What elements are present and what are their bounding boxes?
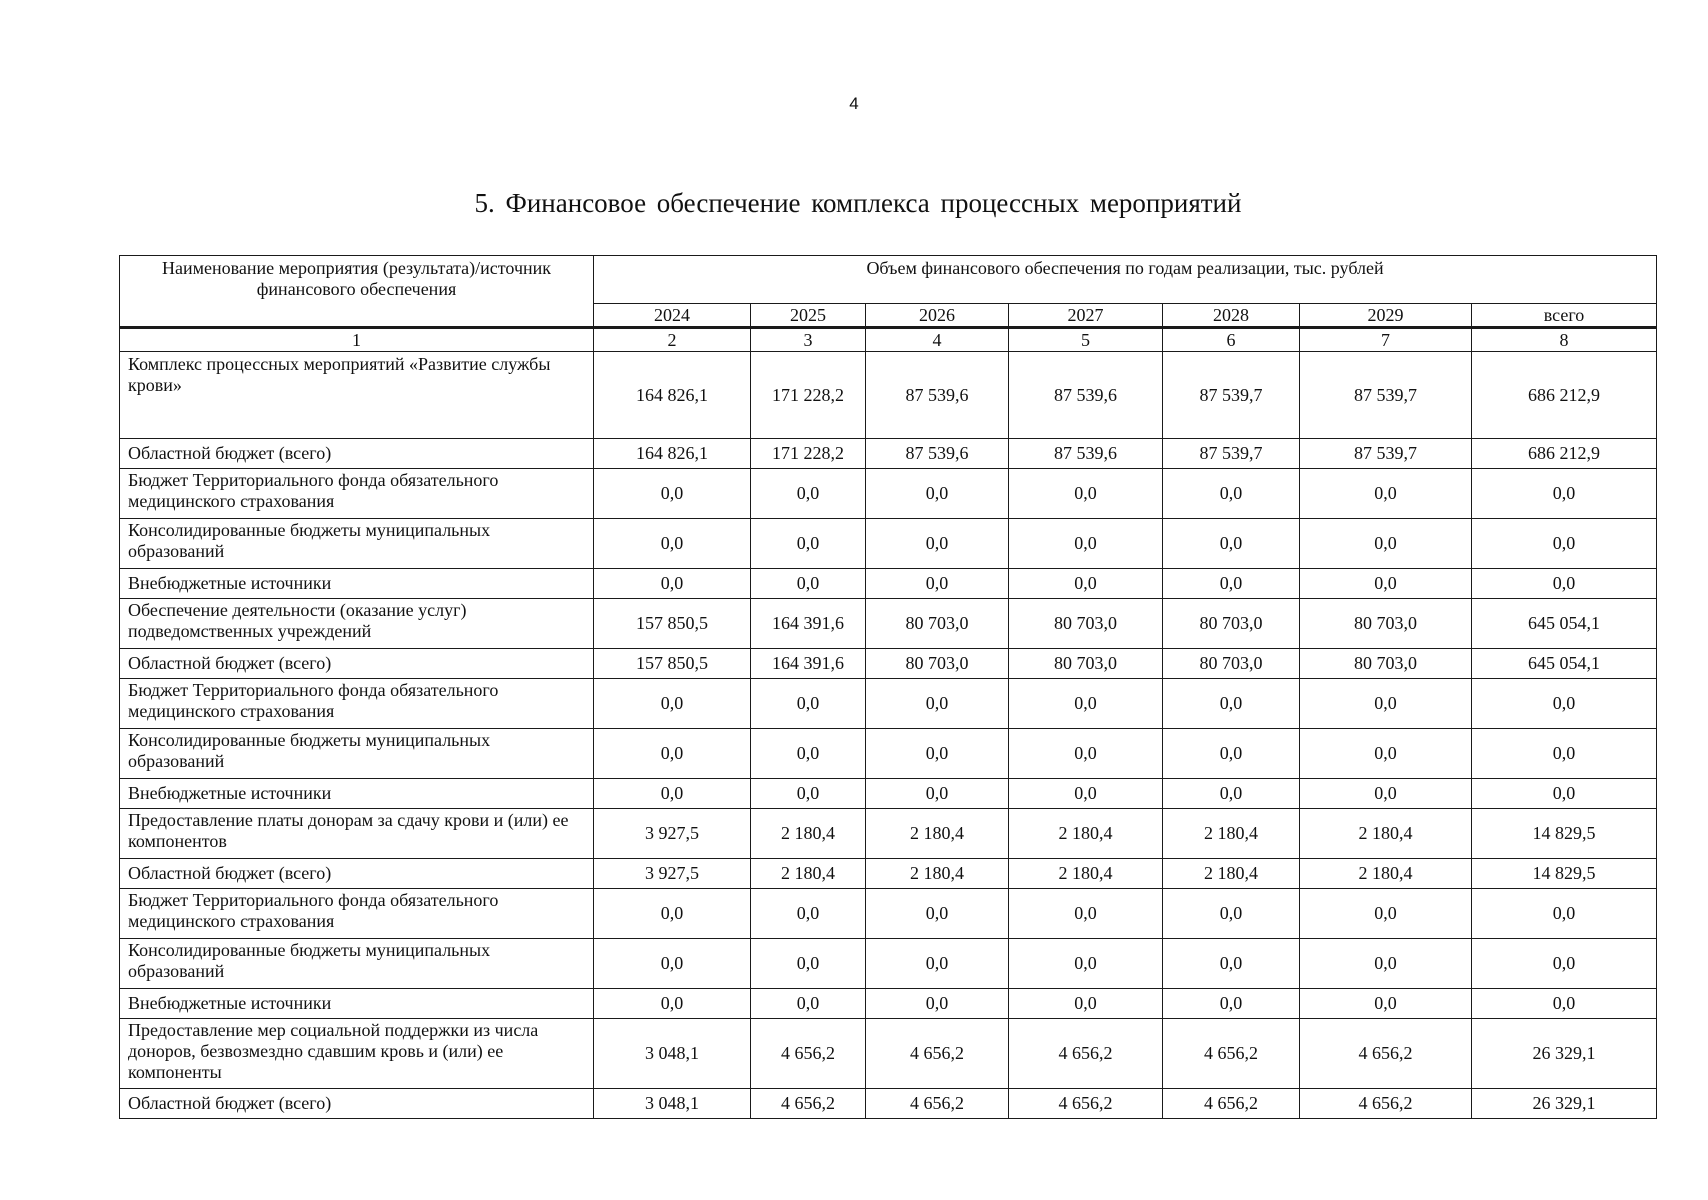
row-value-cell: 80 703,0: [1163, 649, 1300, 679]
page-number: 4: [849, 94, 859, 113]
row-value-cell: 4 656,2: [1300, 1019, 1472, 1089]
table-row: [120, 1089, 1657, 1119]
table-row: [120, 809, 1657, 859]
row-value-cell: 0,0: [1009, 569, 1163, 599]
table-row: [120, 569, 1657, 599]
row-value-cell: 0,0: [751, 889, 866, 939]
row-value-cell: 0,0: [1300, 889, 1472, 939]
row-total-cell: 0,0: [1472, 469, 1657, 519]
row-value-cell: 0,0: [594, 779, 751, 809]
table-row: [120, 729, 1657, 779]
row-value-cell: 4 656,2: [1009, 1089, 1163, 1119]
row-name-cell: Внебюджетные источники: [120, 989, 594, 1019]
row-value-cell: 4 656,2: [866, 1089, 1009, 1119]
year-header-cell: 2029: [1300, 304, 1472, 328]
row-value-cell: 0,0: [751, 679, 866, 729]
row-value-cell: 0,0: [751, 989, 866, 1019]
year-header-cell: 2026: [866, 304, 1009, 328]
header-volume-cell: Объем финансового обеспечения по годам реализации, тыс. рублей: [594, 256, 1657, 304]
table-row: [120, 989, 1657, 1019]
row-value-cell: 2 180,4: [1009, 809, 1163, 859]
row-value-cell: 0,0: [751, 939, 866, 989]
row-value-cell: 171 228,2: [751, 352, 866, 439]
row-value-cell: 157 850,5: [594, 599, 751, 649]
row-value-cell: 0,0: [1163, 779, 1300, 809]
row-name-cell: Консолидированные бюджеты муниципальных образований: [120, 519, 594, 569]
row-value-cell: 0,0: [1009, 989, 1163, 1019]
column-number-cell: 2: [594, 328, 751, 352]
row-value-cell: 2 180,4: [1300, 859, 1472, 889]
row-value-cell: 0,0: [594, 889, 751, 939]
row-value-cell: 0,0: [594, 519, 751, 569]
row-value-cell: 2 180,4: [751, 859, 866, 889]
table-row: [120, 679, 1657, 729]
row-value-cell: 87 539,6: [1009, 352, 1163, 439]
row-value-cell: 157 850,5: [594, 649, 751, 679]
row-value-cell: 164 826,1: [594, 352, 751, 439]
row-total-cell: 645 054,1: [1472, 599, 1657, 649]
row-value-cell: 0,0: [1300, 729, 1472, 779]
total-header-cell: всего: [1472, 304, 1657, 328]
row-name-cell: Обеспечение деятельности (оказание услуг) подведомственных учреждений: [120, 599, 594, 649]
column-number-cell: 3: [751, 328, 866, 352]
row-value-cell: 80 703,0: [1300, 649, 1472, 679]
row-value-cell: 0,0: [1300, 939, 1472, 989]
row-total-cell: 14 829,5: [1472, 859, 1657, 889]
row-value-cell: 0,0: [1009, 939, 1163, 989]
row-value-cell: 80 703,0: [866, 649, 1009, 679]
year-header-cell: 2025: [751, 304, 866, 328]
row-total-cell: 0,0: [1472, 519, 1657, 569]
row-name-cell: Внебюджетные источники: [120, 569, 594, 599]
row-value-cell: 3 927,5: [594, 809, 751, 859]
table-row: [120, 599, 1657, 649]
row-value-cell: 0,0: [866, 779, 1009, 809]
row-value-cell: 0,0: [866, 469, 1009, 519]
row-value-cell: 0,0: [594, 989, 751, 1019]
row-value-cell: 2 180,4: [866, 859, 1009, 889]
row-total-cell: 645 054,1: [1472, 649, 1657, 679]
row-value-cell: 171 228,2: [751, 439, 866, 469]
row-total-cell: 0,0: [1472, 989, 1657, 1019]
row-value-cell: 2 180,4: [1300, 809, 1472, 859]
table-row: [120, 939, 1657, 989]
row-value-cell: 0,0: [594, 569, 751, 599]
row-value-cell: 2 180,4: [1163, 859, 1300, 889]
column-number-cell: 7: [1300, 328, 1472, 352]
row-value-cell: 0,0: [594, 729, 751, 779]
row-value-cell: 0,0: [1163, 889, 1300, 939]
row-value-cell: 80 703,0: [1009, 649, 1163, 679]
row-name-cell: Комплекс процессных мероприятий «Развитие службы крови»: [120, 352, 594, 439]
row-name-cell: Областной бюджет (всего): [120, 1089, 594, 1119]
row-value-cell: 0,0: [751, 779, 866, 809]
row-value-cell: 3 048,1: [594, 1089, 751, 1119]
year-header-cell: 2027: [1009, 304, 1163, 328]
row-total-cell: 26 329,1: [1472, 1019, 1657, 1089]
row-value-cell: 0,0: [866, 889, 1009, 939]
row-value-cell: 0,0: [594, 469, 751, 519]
row-value-cell: 0,0: [866, 519, 1009, 569]
table-row: [120, 1019, 1657, 1089]
row-value-cell: 87 539,7: [1163, 352, 1300, 439]
row-value-cell: 0,0: [1163, 679, 1300, 729]
row-value-cell: 0,0: [1163, 939, 1300, 989]
row-value-cell: 2 180,4: [1009, 859, 1163, 889]
row-name-cell: Областной бюджет (всего): [120, 649, 594, 679]
row-value-cell: 4 656,2: [1163, 1019, 1300, 1089]
row-value-cell: 87 539,6: [866, 352, 1009, 439]
row-value-cell: 0,0: [866, 729, 1009, 779]
row-value-cell: 164 391,6: [751, 649, 866, 679]
header-name-cell: Наименование мероприятия (результата)/источник финансового обеспечения: [120, 256, 594, 328]
row-value-cell: 0,0: [1163, 729, 1300, 779]
row-value-cell: 0,0: [1009, 469, 1163, 519]
row-value-cell: 0,0: [1163, 519, 1300, 569]
column-number-cell: 1: [120, 328, 594, 352]
row-value-cell: 2 180,4: [866, 809, 1009, 859]
row-name-cell: Областной бюджет (всего): [120, 859, 594, 889]
row-value-cell: 4 656,2: [751, 1019, 866, 1089]
row-total-cell: 686 212,9: [1472, 352, 1657, 439]
row-value-cell: 87 539,6: [866, 439, 1009, 469]
row-name-cell: Бюджет Территориального фонда обязательного медицинского страхования: [120, 679, 594, 729]
row-value-cell: 0,0: [1300, 989, 1472, 1019]
row-total-cell: 686 212,9: [1472, 439, 1657, 469]
table-row: [120, 889, 1657, 939]
section-title: 5. Финансовое обеспечение комплекса процессных мероприятий: [474, 188, 1242, 218]
year-header-cell: 2028: [1163, 304, 1300, 328]
row-value-cell: 0,0: [1300, 779, 1472, 809]
table-row: [120, 649, 1657, 679]
row-value-cell: 80 703,0: [866, 599, 1009, 649]
row-value-cell: 0,0: [866, 569, 1009, 599]
row-value-cell: 164 826,1: [594, 439, 751, 469]
row-total-cell: 26 329,1: [1472, 1089, 1657, 1119]
row-value-cell: 0,0: [1009, 779, 1163, 809]
row-total-cell: 0,0: [1472, 779, 1657, 809]
row-value-cell: 4 656,2: [1163, 1089, 1300, 1119]
financing-table: [119, 255, 1657, 1119]
row-total-cell: 14 829,5: [1472, 809, 1657, 859]
table-row: [120, 469, 1657, 519]
column-number-cell: 4: [866, 328, 1009, 352]
table-row: [120, 352, 1657, 439]
row-value-cell: 0,0: [1300, 679, 1472, 729]
row-value-cell: 3 048,1: [594, 1019, 751, 1089]
row-value-cell: 80 703,0: [1163, 599, 1300, 649]
row-value-cell: 4 656,2: [1300, 1089, 1472, 1119]
row-total-cell: 0,0: [1472, 679, 1657, 729]
row-value-cell: 0,0: [866, 679, 1009, 729]
row-value-cell: 164 391,6: [751, 599, 866, 649]
row-value-cell: 87 539,6: [1009, 439, 1163, 469]
row-value-cell: 4 656,2: [866, 1019, 1009, 1089]
row-value-cell: 0,0: [1009, 729, 1163, 779]
row-total-cell: 0,0: [1472, 889, 1657, 939]
table-row: [120, 519, 1657, 569]
year-header-cell: 2024: [594, 304, 751, 328]
row-value-cell: 0,0: [1300, 569, 1472, 599]
row-value-cell: 0,0: [751, 569, 866, 599]
row-value-cell: 87 539,7: [1300, 439, 1472, 469]
row-value-cell: 0,0: [751, 469, 866, 519]
table-row: [120, 439, 1657, 469]
row-value-cell: 4 656,2: [751, 1089, 866, 1119]
row-total-cell: 0,0: [1472, 939, 1657, 989]
column-number-cell: 8: [1472, 328, 1657, 352]
row-total-cell: 0,0: [1472, 729, 1657, 779]
column-number-cell: 5: [1009, 328, 1163, 352]
row-name-cell: Консолидированные бюджеты муниципальных образований: [120, 939, 594, 989]
header-row: [120, 256, 1657, 304]
row-value-cell: 0,0: [1300, 519, 1472, 569]
row-value-cell: 0,0: [1163, 469, 1300, 519]
row-value-cell: 0,0: [1009, 679, 1163, 729]
row-value-cell: 0,0: [866, 989, 1009, 1019]
row-value-cell: 0,0: [1009, 519, 1163, 569]
row-value-cell: 2 180,4: [751, 809, 866, 859]
row-value-cell: 87 539,7: [1300, 352, 1472, 439]
row-name-cell: Областной бюджет (всего): [120, 439, 594, 469]
row-name-cell: Бюджет Территориального фонда обязательного медицинского страхования: [120, 469, 594, 519]
row-value-cell: 0,0: [594, 939, 751, 989]
row-name-cell: Предоставление мер социальной поддержки из числа доноров, безвозмездно сдавшим кровь и (или) ее компоненты: [120, 1019, 594, 1089]
row-value-cell: 80 703,0: [1300, 599, 1472, 649]
row-value-cell: 0,0: [751, 519, 866, 569]
row-name-cell: Предоставление платы донорам за сдачу крови и (или) ее компонентов: [120, 809, 594, 859]
row-value-cell: 0,0: [866, 939, 1009, 989]
row-name-cell: Бюджет Территориального фонда обязательного медицинского страхования: [120, 889, 594, 939]
table-row: [120, 859, 1657, 889]
row-value-cell: 4 656,2: [1009, 1019, 1163, 1089]
row-value-cell: 0,0: [751, 729, 866, 779]
row-value-cell: 0,0: [1163, 989, 1300, 1019]
row-value-cell: 3 927,5: [594, 859, 751, 889]
row-value-cell: 0,0: [1009, 889, 1163, 939]
row-value-cell: 80 703,0: [1009, 599, 1163, 649]
row-value-cell: 2 180,4: [1163, 809, 1300, 859]
row-value-cell: 0,0: [1163, 569, 1300, 599]
row-total-cell: 0,0: [1472, 569, 1657, 599]
row-name-cell: Консолидированные бюджеты муниципальных образований: [120, 729, 594, 779]
row-name-cell: Внебюджетные источники: [120, 779, 594, 809]
row-value-cell: 0,0: [594, 679, 751, 729]
row-value-cell: 87 539,7: [1163, 439, 1300, 469]
column-numbers-row: [120, 328, 1657, 352]
row-value-cell: 0,0: [1300, 469, 1472, 519]
table-row: [120, 779, 1657, 809]
column-number-cell: 6: [1163, 328, 1300, 352]
